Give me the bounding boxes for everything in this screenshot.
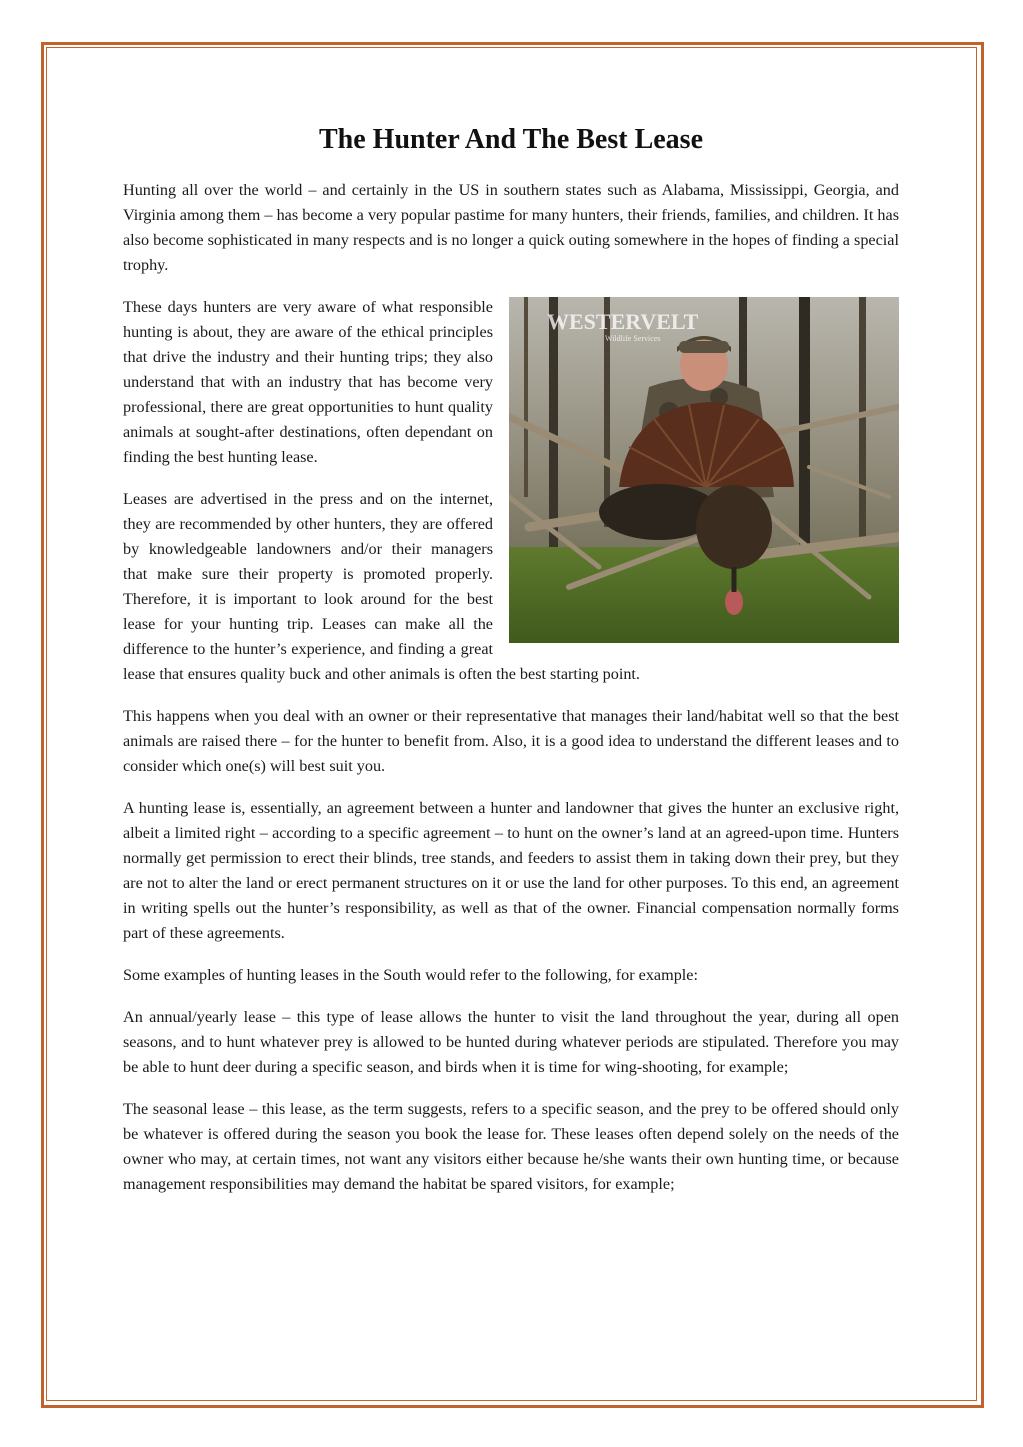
hunter-turkey-photo bbox=[509, 297, 899, 643]
photo-watermark-sub: Wildlife Services bbox=[605, 334, 661, 343]
paragraph-intro: Hunting all over the world – and certainly in the US in southern states such as Alabama, Mississippi, Georgia, and Virginia among them – has become a very popular pastime for many hunters, their friends, families, and children. It has also become sophisticated in many respects and is no longer a quick outing somewhere in the hopes of finding a special trophy. bbox=[123, 181, 899, 274]
paragraph-lease-definition: A hunting lease is, essentially, an agreement between a hunter and landowner that gives the hunter an exclusive right, albeit a limited right – according to a specific agreement – to hunt on the owner’s land at an agreed-upon time. Hunters normally get permission to erect their blinds, tree stands, and feeders to assist them in taking down their prey, but they are not to alter the land or erect permanent structures on it or use the land for other purposes. To this end, an agreement in writing spells out the hunter’s responsibility, as well as that of the owner. Financial compensation normally forms part of these agreements. bbox=[123, 799, 899, 942]
document-title: The Hunter And The Best Lease bbox=[318, 124, 703, 155]
paragraph-examples-intro: Some examples of hunting leases in the South would refer to the following, for example: bbox=[123, 966, 698, 984]
photo-watermark: WESTERVELT bbox=[547, 309, 699, 334]
paragraph-responsible-hunting: These days hunters are very aware of what responsible hunting is about, they are aware of the ethical principles that drive the industry and their hunting trips; they also understand that with an industry that has become very professional, there are great opportunities to hunt quality animals at sought-after destinations, often dependant on finding the best hunting lease. bbox=[123, 298, 493, 466]
paragraph-owner-representative: This happens when you deal with an owner or their representative that manages their land/habitat well so that the best animals are raised there – for the hunter to benefit from. Also, it is a good idea to understand the different leases and to consider which one(s) will best suit you. bbox=[123, 707, 899, 775]
paragraph-leases-advertised: Leases are advertised in the press and on the internet, they are recommended by other hunters, they are offered by knowledgeable landowners and/or their managers that make sure their property is promoted properly. Therefore, it is important to look around for the best lease for your hunting trip. Leases can make all the difference to the hunter’s experience, and finding a great lease that ensures quality buck and other animals is often the best starting point. bbox=[123, 490, 640, 683]
paragraph-annual-lease: An annual/yearly lease – this type of lease allows the hunter to visit the land throughout the year, during all open seasons, and to hunt whatever prey is allowed to be hunted during whatever periods are stipulated. Therefore you may be able to hunt deer during a specific season, and birds when it is time for wing-shooting, for example; bbox=[123, 1008, 899, 1076]
paragraph-seasonal-lease: The seasonal lease – this lease, as the term suggests, refers to a specific season, and the prey to be offered should only be whatever is offered during the season you book the lease for. These leases often depend solely on the needs of the owner who may, at certain times, not want any visitors either because he/she wants their own hunting time, or because management responsibilities may demand the habitat be spared visitors, for example; bbox=[123, 1100, 899, 1193]
document-body bbox=[123, 120, 899, 1214]
